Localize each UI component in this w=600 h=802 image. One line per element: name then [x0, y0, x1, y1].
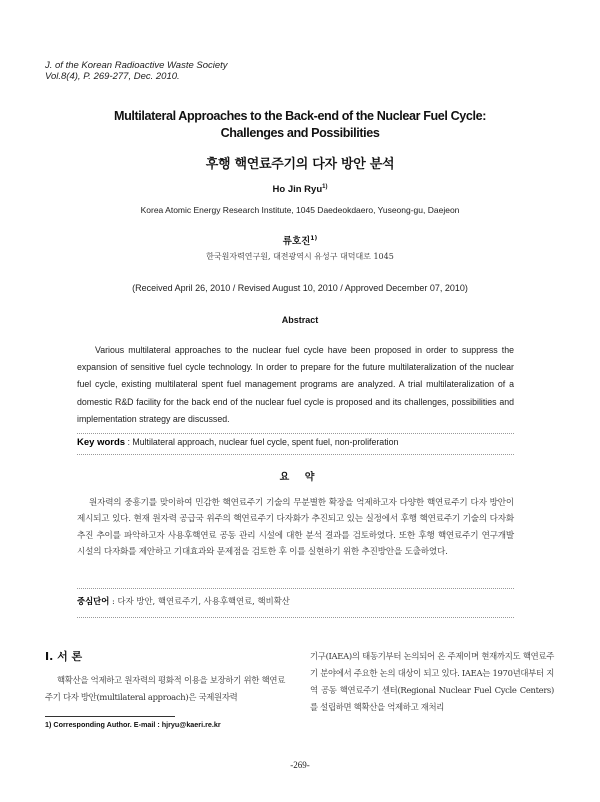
korean-abstract-heading: 요 약: [279, 472, 321, 483]
korean-keywords-divider-top: [77, 588, 514, 589]
journal-name: J. of the Korean Radioactive Waste Society: [45, 60, 228, 71]
keywords-label: Key words: [77, 437, 126, 448]
keywords-divider-top: [77, 433, 514, 434]
journal-volume: Vol.8(4), P. 269-277, Dec. 2010.: [45, 71, 180, 82]
keywords: [77, 437, 398, 448]
footnote: 1) Corresponding Author. E-mail : hjryu@kaeri.re.kr: [45, 720, 221, 729]
keywords-list: : Multilateral approach, nuclear fuel cycle, spent fuel, non-proliferation: [125, 437, 399, 447]
author-line: [0, 184, 600, 195]
author-name: Ho Jin Ryu: [272, 184, 323, 195]
korean-keywords: [77, 595, 290, 607]
journal-citation: [45, 60, 228, 82]
korean-abstract-text: 원자력의 중흥기를 맞이하여 민감한 핵연료주기 기술의 무분별한 확장을 억제하고자 다양한 핵연료주기 다자 방안이 제시되고 있다. 현재 원자력 공급국 위주의 핵연료주기 다자화가 추진되고 있는 실정에서 후행 핵연료주기 기술의 다자화 추진 추이를 파악하고자 사용후핵연료 공동 관리 시설에 대한 분석 결과를 검토하였다. 또한 후행 핵연료주기 연구개발 시설의 다자화를 제안하고 기대효과와 문제점을 검토한 후 이를 실현하기 위한 추진방안을 도출하였다.: [77, 498, 514, 558]
korean-author-line: [0, 233, 600, 247]
korean-title: 후행 핵연료주기의 다자 방안 분석: [205, 157, 395, 172]
korean-author-footnote-mark: 1): [310, 235, 318, 242]
section-heading: Ⅰ. 서 론: [45, 650, 83, 663]
abstract-heading: Abstract: [281, 315, 319, 325]
korean-keywords-divider-bottom: [77, 617, 514, 618]
author-footnote-mark: 1): [322, 184, 328, 190]
page-number: -269-: [290, 760, 310, 770]
keywords-divider-bottom: [77, 454, 514, 455]
abstract-text: Various multilateral approaches to the nuclear fuel cycle have been proposed in order to suppress the expansion of sensitive fuel cycle technology. In order to prepare for the future multilateralization of the nuclear fuel cycle, existing multilateral spent fuel management programs are analyzed. A trial multilateralization of a domestic R&D facility for the back end of the nuclear fuel cycle is proposed and its challenges, possibilities and implementation strategy are discussed.: [77, 345, 514, 424]
received-dates: (Received April 26, 2010 / Revised August 10, 2010 / Approved December 07, 2010): [132, 283, 468, 293]
footnote-rule: [45, 716, 175, 717]
korean-affiliation: 한국원자력연구원, 대전광역시 유성구 대덕대로 1045: [206, 252, 394, 261]
title-line-1: Multilateral Approaches to the Back-end of the Nuclear Fuel Cycle:: [113, 109, 487, 123]
body-column-left: 핵확산을 억제하고 원자력의 평화적 이용을 보장하기 위한 핵연료주기 다자 방안(multilateral approach)은 국제원자력: [45, 675, 285, 702]
korean-author-name: 류호진: [282, 236, 311, 247]
body-column-right: 기구(IAEA)의 태동기부터 논의되어 온 주제이며 현재까지도 핵연료주기 분야에서 주요한 논의 대상이 되고 있다. IAEA는 1970년대부터 지역 공동 핵연료주기 센터(Regional Nuclear Fuel Cycle Centers)를 설립하면 핵확산을 억제하고 재처리: [310, 651, 554, 712]
paper-title: [40, 108, 560, 142]
korean-keywords-label: 중심단어: [77, 596, 110, 606]
title-line-2: Challenges and Possibilities: [220, 126, 380, 140]
author-affiliation: Korea Atomic Energy Research Institute, 1045 Daedeokdaero, Yuseong-gu, Daejeon: [140, 205, 460, 215]
korean-keywords-list: : 다자 방안, 핵연료주기, 사용후핵연료, 핵비확산: [109, 596, 290, 606]
